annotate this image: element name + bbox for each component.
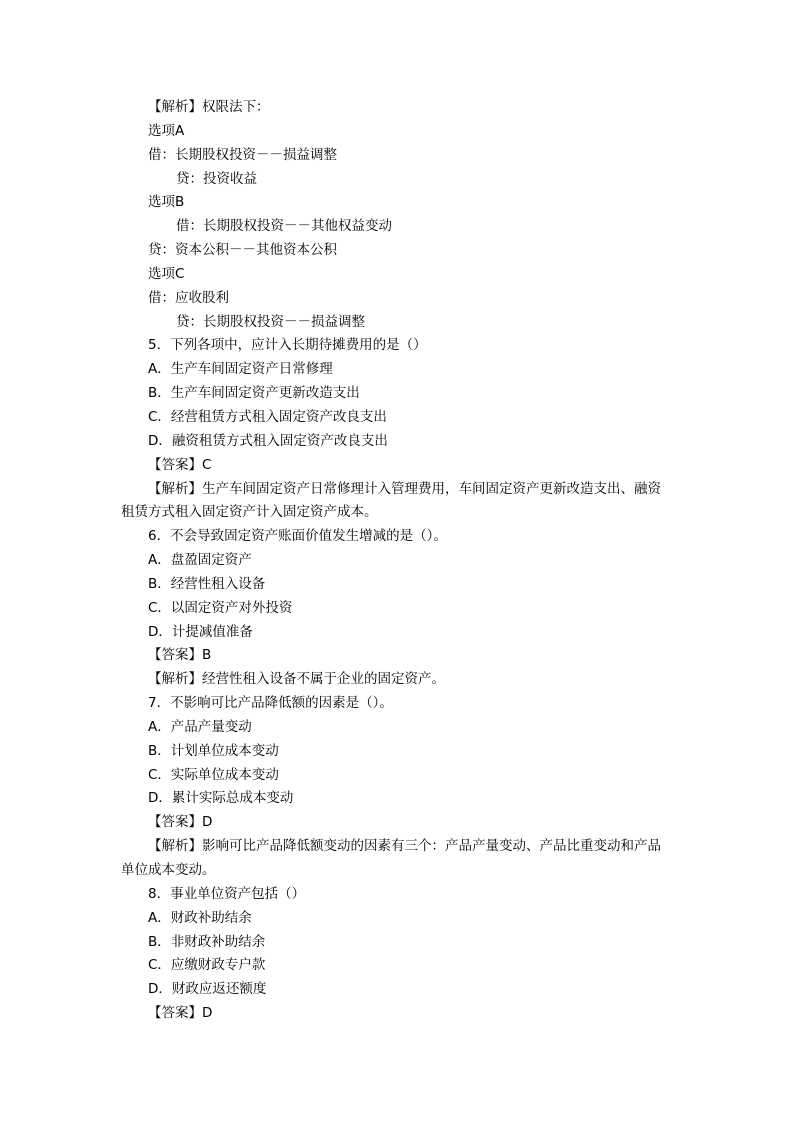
question-7-option-d: D．累计实际总成本变动 xyxy=(148,790,294,807)
question-7-analysis: 【解析】影响可比产品降低额变动的因素有三个：产品产量变动、产品比重变动和产品单位成本变动。 xyxy=(121,838,661,878)
option-a-debit-entry: 借：长期股权投资－－损益调整 xyxy=(148,146,337,163)
option-a-label: 选项A xyxy=(148,122,185,139)
option-c-label: 选项C xyxy=(148,265,185,282)
question-7-option-b: B．计划单位成本变动 xyxy=(148,742,279,759)
option-b-label: 选项B xyxy=(148,194,185,211)
question-8-answer: 【答案】D xyxy=(148,1005,213,1022)
document-body xyxy=(121,96,673,1026)
question-6-option-d: D．计提减值准备 xyxy=(148,623,253,640)
question-7-option-a: A．产品产量变动 xyxy=(148,718,252,735)
option-c-credit-entry: 贷：长期股权投资－－损益调整 xyxy=(176,313,365,330)
question-8-option-c: C．应缴财政专户款 xyxy=(148,957,266,974)
question-5-option-d: D．融资租赁方式租入固定资产改良支出 xyxy=(148,432,388,449)
question-8-option-b: B．非财政补助结余 xyxy=(148,933,266,950)
question-7-option-c: C．实际单位成本变动 xyxy=(148,766,279,783)
question-5-option-b: B．生产车间固定资产更新改造支出 xyxy=(148,385,360,402)
question-6-analysis: 【解析】经营性租入设备不属于企业的固定资产。 xyxy=(148,671,445,688)
question-6-option-c: C．以固定资产对外投资 xyxy=(148,599,293,616)
option-a-credit-entry: 贷：投资收益 xyxy=(176,170,257,187)
question-8: 8．事业单位资产包括（） xyxy=(148,885,306,902)
question-6: 6．不会导致固定资产账面价值发生增减的是（）。 xyxy=(148,528,447,545)
option-c-debit-entry: 借：应收股利 xyxy=(148,289,229,306)
question-6-option-b: B．经营性租入设备 xyxy=(148,575,266,592)
question-8-option-d: D．财政应返还额度 xyxy=(148,981,267,998)
option-b-credit-entry: 贷：资本公积－－其他资本公积 xyxy=(148,242,337,259)
question-5: 5．下列各项中，应计入长期待摊费用的是（） xyxy=(148,337,427,354)
question-6-answer: 【答案】B xyxy=(148,647,212,664)
question-5-analysis: 【解析】生产车间固定资产日常修理计入管理费用，车间固定资产更新改造支出、融资租赁方式租入固定资产计入固定资产成本。 xyxy=(121,480,661,521)
question-5-option-c: C．经营租赁方式租入固定资产改良支出 xyxy=(148,408,387,425)
question-6-option-a: A．盘盈固定资产 xyxy=(148,552,252,569)
question-5-answer: 【答案】C xyxy=(148,456,212,473)
question-7: 7．不影响可比产品降低额的因素是（）。 xyxy=(148,695,393,712)
question-5-option-a: A．生产车间固定资产日常修理 xyxy=(148,361,333,378)
question-8-option-a: A．财政补助结余 xyxy=(148,909,252,926)
question-7-answer: 【答案】D xyxy=(148,814,213,831)
option-b-debit-entry: 借：长期股权投资－－其他权益变动 xyxy=(176,218,392,235)
analysis-intro: 【解析】权限法下： xyxy=(148,99,270,115)
